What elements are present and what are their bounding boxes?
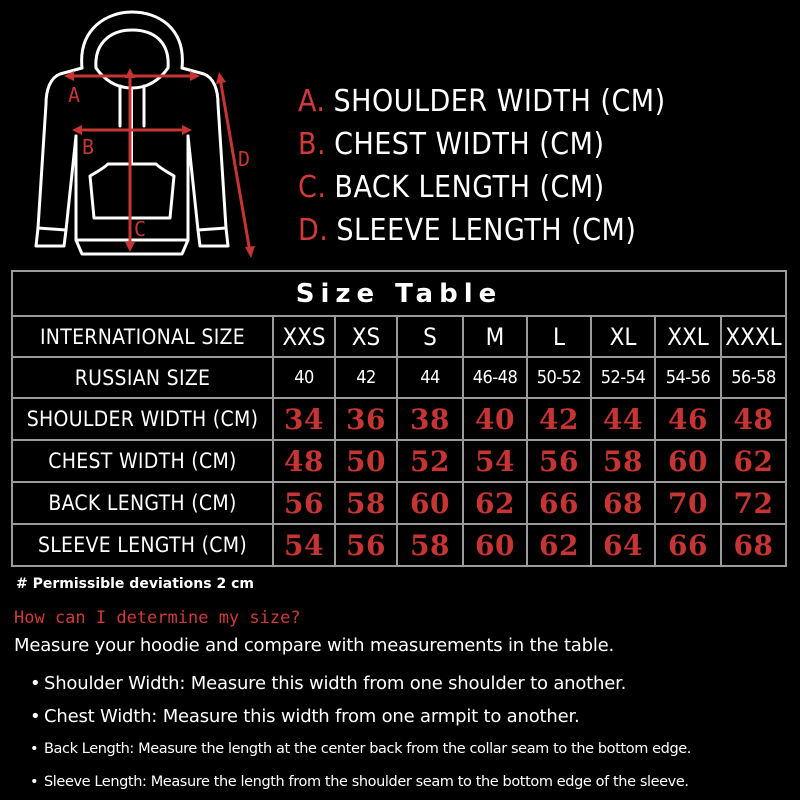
back-length-row — [12, 482, 786, 524]
size-cell: 46-48 — [463, 357, 527, 398]
legend-letter: D. — [298, 213, 329, 248]
value-cell: 68 — [591, 482, 655, 524]
size-cell: XXXL — [721, 316, 786, 357]
value-cell: 68 — [721, 524, 786, 566]
instruction-text: Sleeve Length: Measure the length from the shoulder seam to the bottom edge of the sleeve. — [44, 774, 689, 790]
value-cell: 56 — [335, 524, 397, 566]
row-label: BACK LENGTH (CM) — [12, 482, 273, 524]
value-cell: 54 — [273, 524, 335, 566]
size-cell: 52-54 — [591, 357, 655, 398]
bullet-icon: • — [30, 706, 41, 727]
size-cell: XL — [591, 316, 655, 357]
size-cell: M — [463, 316, 527, 357]
size-cell: XXS — [273, 316, 335, 357]
sleeve-length-row — [12, 524, 786, 566]
list-item — [30, 700, 800, 733]
value-cell: 44 — [591, 398, 655, 440]
instruction-text: Chest Width: Measure this width from one armpit to another. — [44, 706, 580, 727]
value-cell: 66 — [655, 524, 721, 566]
value-cell: 62 — [463, 482, 527, 524]
bullet-icon: • — [30, 774, 39, 790]
size-table — [11, 270, 787, 567]
value-cell: 58 — [335, 482, 397, 524]
list-item — [30, 766, 800, 799]
value-cell: 72 — [721, 482, 786, 524]
legend-item-c — [298, 166, 798, 209]
shoulder-width-row — [12, 398, 786, 440]
value-cell: 62 — [527, 524, 591, 566]
marker-d: D — [238, 147, 251, 171]
marker-c: C — [134, 217, 147, 241]
marker-b: B — [82, 135, 95, 159]
list-item — [30, 667, 800, 700]
value-cell: 60 — [397, 482, 463, 524]
legend-label: SLEEVE LENGTH (CM) — [336, 213, 637, 248]
value-cell: 34 — [273, 398, 335, 440]
value-cell: 52 — [397, 440, 463, 482]
value-cell: 60 — [463, 524, 527, 566]
legend-letter: B. — [298, 127, 327, 162]
size-cell: XS — [335, 316, 397, 357]
row-label: SHOULDER WIDTH (CM) — [12, 398, 273, 440]
international-size-row — [12, 316, 786, 357]
help-heading: How can I determine my size? — [14, 608, 301, 628]
value-cell: 58 — [591, 440, 655, 482]
value-cell: 54 — [463, 440, 527, 482]
bullet-icon: • — [30, 673, 41, 694]
value-cell: 66 — [527, 482, 591, 524]
legend-label: BACK LENGTH (CM) — [334, 170, 605, 205]
value-cell: 46 — [655, 398, 721, 440]
marker-a: A — [68, 83, 81, 107]
legend-letter: C. — [298, 170, 327, 205]
size-cell: 40 — [273, 357, 335, 398]
deviation-note: # Permissible deviations 2 cm — [16, 576, 254, 592]
value-cell: 62 — [721, 440, 786, 482]
value-cell: 40 — [463, 398, 527, 440]
size-cell: 56-58 — [721, 357, 786, 398]
legend-label: CHEST WIDTH (CM) — [334, 127, 605, 162]
measurement-legend — [298, 80, 798, 252]
legend-item-a — [298, 80, 798, 123]
row-label: SLEEVE LENGTH (CM) — [12, 524, 273, 566]
size-cell: S — [397, 316, 463, 357]
size-cell: 42 — [335, 357, 397, 398]
value-cell: 50 — [335, 440, 397, 482]
russian-size-row — [12, 357, 786, 398]
chest-width-row — [12, 440, 786, 482]
value-cell: 64 — [591, 524, 655, 566]
instruction-text: Back Length: Measure the length at the center back from the collar seam to the bottom edge. — [44, 741, 691, 757]
hoodie-diagram-icon — [20, 8, 270, 266]
intro-text: Measure your hoodie and compare with measurements in the table. — [14, 635, 615, 656]
value-cell: 56 — [527, 440, 591, 482]
value-cell: 38 — [397, 398, 463, 440]
size-cell: 54-56 — [655, 357, 721, 398]
value-cell: 58 — [397, 524, 463, 566]
size-cell: 44 — [397, 357, 463, 398]
bullet-icon: • — [30, 741, 39, 757]
measurement-instructions — [30, 667, 800, 799]
instruction-text: Shoulder Width: Measure this width from one shoulder to another. — [44, 673, 627, 694]
size-cell: L — [527, 316, 591, 357]
value-cell: 42 — [527, 398, 591, 440]
value-cell: 60 — [655, 440, 721, 482]
value-cell: 70 — [655, 482, 721, 524]
legend-letter: A. — [298, 84, 326, 119]
list-item — [30, 733, 800, 766]
row-label: CHEST WIDTH (CM) — [12, 440, 273, 482]
table-title: Size Table — [12, 271, 786, 316]
size-cell: 50-52 — [527, 357, 591, 398]
row-label: RUSSIAN SIZE — [12, 357, 273, 398]
legend-item-b — [298, 123, 798, 166]
legend-label: SHOULDER WIDTH (CM) — [333, 84, 666, 119]
legend-item-d — [298, 209, 798, 252]
value-cell: 48 — [721, 398, 786, 440]
value-cell: 36 — [335, 398, 397, 440]
value-cell: 48 — [273, 440, 335, 482]
size-cell: XXL — [655, 316, 721, 357]
value-cell: 56 — [273, 482, 335, 524]
row-label: INTERNATIONAL SIZE — [12, 316, 273, 357]
